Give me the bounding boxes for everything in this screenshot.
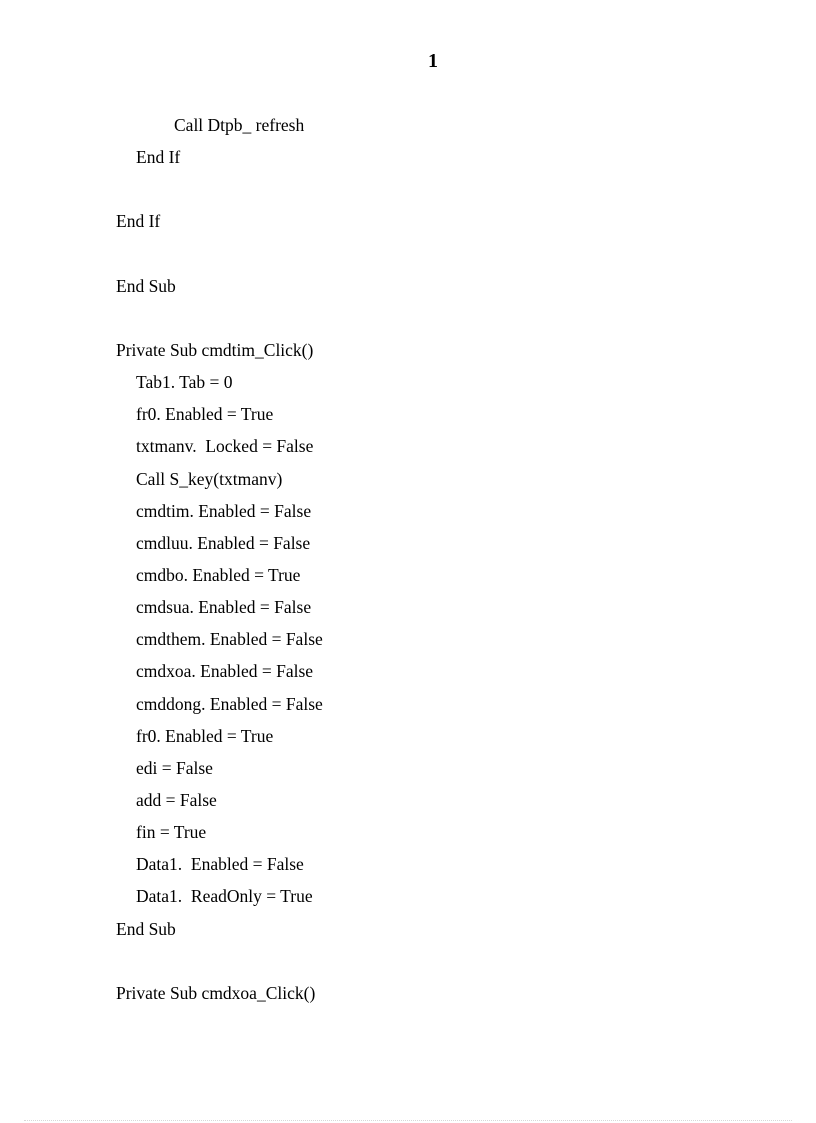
code-line: cmdthem. Enabled = False (136, 629, 323, 650)
code-line: cmdluu. Enabled = False (136, 532, 311, 553)
blank-code-line (116, 950, 323, 982)
code-line: Tab1. Tab = 0 (136, 372, 233, 393)
code-line: add = False (136, 789, 217, 810)
code-listing (116, 114, 323, 1014)
code-line: txtmanv. Locked = False (136, 436, 314, 457)
page-number: 1 (428, 50, 438, 72)
code-line: Data1. Enabled = False (136, 854, 304, 875)
code-line: fr0. Enabled = True (136, 725, 274, 746)
code-line: Call S_key(txtmanv) (136, 468, 283, 489)
code-line: End Sub (116, 275, 176, 296)
code-line: cmdbo. Enabled = True (136, 564, 301, 585)
code-line: Private Sub cmdxoa_Click() (116, 982, 316, 1003)
code-line: fin = True (136, 822, 207, 843)
code-line: cmddong. Enabled = False (136, 693, 323, 714)
code-line: End If (136, 147, 181, 168)
code-line: End If (116, 211, 161, 232)
code-line: cmdxoa. Enabled = False (136, 661, 314, 682)
code-line: Data1. ReadOnly = True (136, 886, 313, 907)
blank-code-line (116, 243, 323, 275)
page-bottom-rule (24, 1120, 792, 1121)
code-line: fr0. Enabled = True (136, 404, 274, 425)
code-line: cmdsua. Enabled = False (136, 597, 312, 618)
code-line: Private Sub cmdtim_Click() (116, 339, 314, 360)
code-line: End Sub (116, 918, 176, 939)
code-line: edi = False (136, 757, 213, 778)
code-line: Call Dtpb_ refresh (174, 115, 305, 135)
blank-code-line (116, 178, 323, 210)
code-line: cmdtim. Enabled = False (136, 500, 312, 521)
blank-code-line (116, 307, 323, 339)
